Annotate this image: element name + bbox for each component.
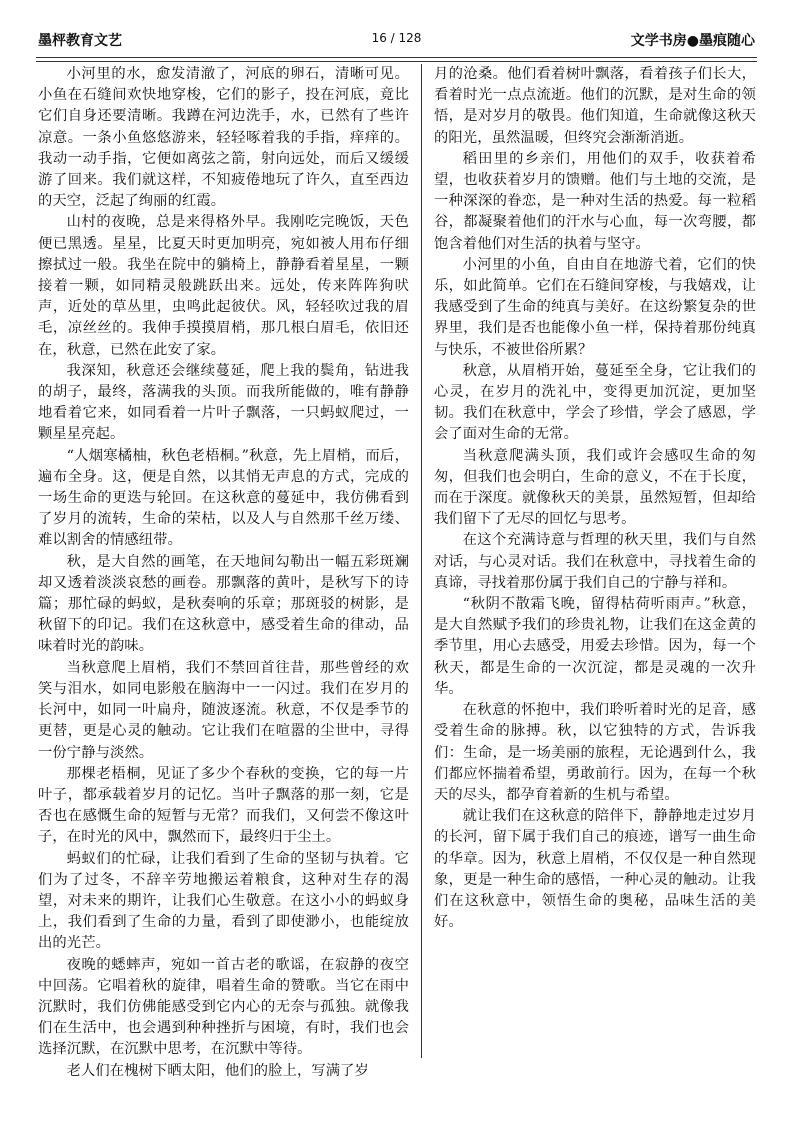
page-header [38, 30, 755, 52]
paragraph: 稻田里的乡亲们，用他们的双手，收获着希望，也收获着岁月的馈赠。他们与土地的交流，是一种深深的眷恋，是一种对生活的热爱。每一粒稻谷，都凝聚着他们的汗水与心血，每一次弯腰，都饱含着他们对生活的执着与坚守。 [434, 150, 756, 252]
paragraph: “秋阴不散霜飞晚，留得枯荷听雨声。”秋意，是大自然赋予我们的珍贵礼物，让我们在这金黄的季节里，用心去感受，用爱去珍惜。因为，每一个秋天，都是生命的一次沉淀，都是灵魂的一次升华。 [434, 596, 756, 697]
section-title: 文学书房●墨痕随心 [630, 33, 755, 49]
paragraph: 就让我们在这秋意的陪伴下，静静地走过岁月的长河，留下属于我们自己的痕迹，谱写一曲生命的华章。因为，秋意上眉梢，不仅仅是一种自然现象，更是一种生命的感悟，一种心灵的触动。让我们在这秋意中，领悟生命的奥秘，品味生活的美好。 [434, 808, 756, 931]
paragraph: 夜晚的蟋蟀声，宛如一首古老的歌谣，在寂静的夜空中回荡。它唱着秋的旋律，唱着生命的赞歌。当它在雨中沉默时，我们仿佛能感受到它内心的无奈与孤独。就像我们在生活中，也会遇到种种挫折与困境，有时，我们也会选择沉默，在沉默中思考，在沉默中等待。 [38, 956, 409, 1058]
paragraph: 在秋意的怀抱中，我们聆听着时光的足音，感受着生命的脉搏。秋，以它独特的方式，告诉我们：生命，是一场美丽的旅程，无论遇到什么，我们都应怀揣着希望，勇敢前行。因为，在每一个秋天的尽头，都孕育着新的生机与希望。 [434, 702, 756, 803]
paragraph: 老人们在槐树下晒太阳，他们的脸上，写满了岁 [66, 1062, 369, 1079]
paragraph: 月的沧桑。他们看着树叶飘落，看着孩子们长大，看着时光一点点流逝。他们的沉默，是对生命的领悟，是对岁月的敬畏。他们知道，生命就像这秋天的阳光，虽然温暖，但终究会渐渐消逝。 [434, 66, 756, 146]
paragraph: 山村的夜晚，总是来得格外早。我刚吃完晚饭，天色便已黑透。星星，比夏天时更加明亮，宛如被人用布仔细擦拭过一般。我坐在院中的躺椅上，静静看着星星，一颗接着一颗，如同精灵般跳跃出来。远处，传来阵阵狗吠声，近处的草丛里，虫鸣此起彼伏。风，轻轻吹过我的眉毛，凉丝丝的。我伸手摸摸眉梢，那几根白眉毛，依旧还在，秋意，已然在此安了家。 [38, 214, 409, 358]
column-divider [421, 64, 422, 1058]
paragraph: 当秋意爬上眉梢，我们不禁回首往昔，那些曾经的欢笑与泪水，如同电影般在脑海中一一闪过。我们在岁月的长河中，如同一叶扁舟，随波逐流。秋意，不仅是季节的更替，更是心灵的触动。它让我们在喧嚣的尘世中，寻得一份宁静与淡然。 [38, 659, 409, 761]
paragraph: 小河里的小鱼，自由自在地游弋着，它们的快乐，如此简单。它们在石缝间穿梭，与我嬉戏，让我感受到了生命的纯真与美好。在这纷繁复杂的世界里，我们是否也能像小鱼一样，保持着那份纯真与快乐，不被世俗所累？ [434, 256, 756, 358]
paragraph: 那棵老梧桐，见证了多少个春秋的变换，它的每一片叶子，都承载着岁月的记忆。当叶子飘落的那一刻，它是否也在感慨生命的短暂与无常？而我们，又何尝不像这叶子，在时光的风中，飘然而下，最终归于尘土。 [38, 765, 409, 846]
right-column [434, 64, 756, 933]
paragraph: 秋，是大自然的画笔，在天地间勾勒出一幅五彩斑斓却又透着淡淡哀愁的画卷。那飘落的黄叶，是秋写下的诗篇；那忙碌的蚂蚁，是秋奏响的乐章；那斑驳的树影，是秋留下的印记。我们在这秋意中，感受着生命的律动，品味着时光的韵味。 [38, 553, 409, 655]
paragraph: 小河里的水，愈发清澈了，河底的卵石，清晰可见。小鱼在石缝间欢快地穿梭，它们的影子，投在河底，竟比它们自身还要清晰。我蹲在河边洗手，水，已然有了些许凉意。一条小鱼悠悠游来，轻轻啄着我的手指，痒痒的。我动一动手指，它便如离弦之箭，射向远处，而后又缓缓游了回来。我们就这样，不知疲倦地玩了许久，直至西边的天空，泛起了绚丽的红霞。 [38, 66, 409, 210]
paragraph: 在这个充满诗意与哲理的秋天里，我们与自然对话，与心灵对话。我们在秋意中，寻找着生命的真谛，寻找着那份属于我们自己的宁静与祥和。 [434, 532, 756, 591]
header-rule [36, 57, 757, 58]
paragraph: 秋意，从眉梢开始，蔓延至全身，它让我们的心灵，在岁月的洗礼中，变得更加沉淀，更加坚韧。我们在秋意中，学会了珍惜，学会了感恩，学会了面对生命的无常。 [434, 362, 756, 443]
paragraph: 蚂蚁们的忙碌，让我们看到了生命的坚韧与执着。它们为了过冬，不辞辛劳地搬运着粮食，这种对生存的渴望，对未来的期许，让我们心生敬意。在这小小的蚂蚁身上，我们看到了生命的力量，看到了即使渺小，也能绽放出的光芒。 [38, 850, 409, 952]
paragraph: 当秋意爬满头顶，我们或许会感叹生命的匆匆，但我们也会明白，生命的意义，不在于长度，而在于深度。就像秋天的美景，虽然短暂，但却给我们留下了无尽的回忆与思考。 [434, 447, 756, 528]
paragraph: “人烟寒橘柚，秋色老梧桐。”秋意，先上眉梢，而后，遍布全身。这，便是自然，以其悄无声息的方式，完成的一场生命的更迭与轮回。在这秋意的蔓延中，我仿佛看到了岁月的流转，生命的荣枯，以及人与自然那千丝万缕、难以割舍的情感纽带。 [38, 447, 409, 549]
header-rule-thin [36, 61, 757, 62]
page-number: 16 / 128 [371, 31, 422, 45]
publisher-name: 墨枰教育文艺 [38, 33, 122, 49]
left-column [38, 64, 409, 1082]
paragraph: 我深知，秋意还会继续蔓延，爬上我的鬓角，钻进我的胡子，最终，落满我的头顶。而我所能做的，唯有静静地看着它来，如同看着一片叶子飘落，一只蚂蚁爬过，一颗星星亮起。 [38, 362, 409, 443]
